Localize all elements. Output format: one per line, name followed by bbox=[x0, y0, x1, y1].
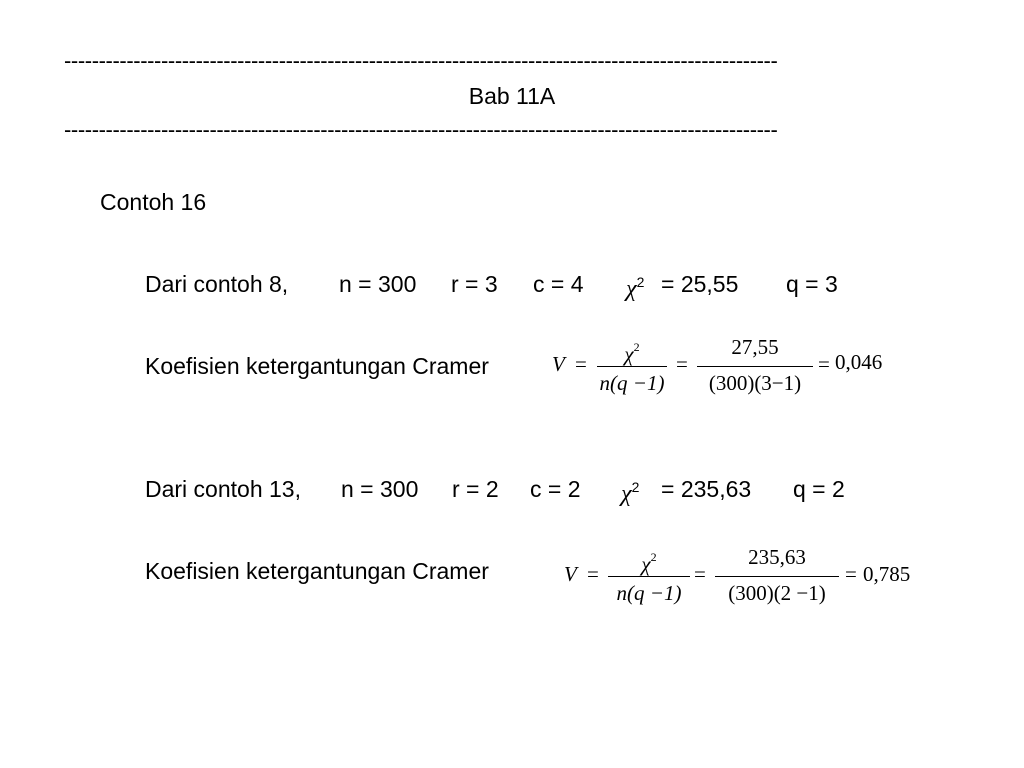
case1-r: r = 3 bbox=[451, 271, 498, 297]
chi-symbol: χ bbox=[626, 276, 637, 302]
formula-chi: χ bbox=[624, 342, 634, 366]
case1-label: Koefisien ketergantungan Cramer bbox=[145, 353, 489, 379]
formula-numerator: 235,63 bbox=[748, 545, 806, 569]
formula-lhs: V bbox=[564, 562, 577, 586]
case2-chi-square bbox=[621, 473, 639, 508]
formula-fraction-2 bbox=[715, 545, 839, 609]
case1-formula bbox=[548, 336, 908, 400]
case1-c: c = 4 bbox=[533, 271, 584, 297]
fraction-bar bbox=[608, 576, 690, 577]
header-rule-top: ------------------------------------------------------------------------------------------------------- bbox=[64, 48, 778, 73]
formula-denominator: n(q −1) bbox=[616, 581, 682, 605]
example-title: Contoh 16 bbox=[100, 189, 207, 215]
formula-equals: = bbox=[818, 352, 830, 376]
case1-chi-square bbox=[626, 268, 644, 303]
case2-formula bbox=[560, 545, 940, 609]
case1-q: q = 3 bbox=[786, 271, 838, 297]
header-rule-bottom: ------------------------------------------------------------------------------------------------------- bbox=[64, 117, 778, 142]
chi-power: 2 bbox=[636, 274, 645, 290]
formula-equals: = bbox=[694, 562, 706, 586]
page-title: Bab 11A bbox=[468, 83, 556, 109]
fraction-bar bbox=[597, 366, 667, 367]
case2-q: q = 2 bbox=[793, 476, 845, 502]
chi-symbol: χ bbox=[621, 481, 632, 507]
formula-denominator: (300)(3−1) bbox=[708, 371, 802, 395]
formula-numerator: 27,55 bbox=[731, 335, 779, 359]
formula-fraction-2 bbox=[697, 335, 813, 399]
fraction-bar bbox=[697, 366, 813, 367]
chi-power: 2 bbox=[631, 479, 640, 495]
formula-result: 0,046 bbox=[835, 350, 883, 374]
formula-denominator: (300)(2 −1) bbox=[728, 581, 826, 605]
case1-source: Dari contoh 8, bbox=[145, 271, 289, 297]
case1-n: n = 300 bbox=[339, 271, 417, 297]
formula-equals: = bbox=[575, 352, 587, 376]
formula-chi-power: 2 bbox=[633, 340, 640, 354]
case2-r: r = 2 bbox=[452, 476, 499, 502]
formula-lhs: V bbox=[552, 352, 565, 376]
case2-source: Dari contoh 13, bbox=[145, 476, 301, 502]
formula-denominator: n(q −1) bbox=[599, 371, 665, 395]
case2-label: Koefisien ketergantungan Cramer bbox=[145, 558, 489, 584]
formula-equals: = bbox=[845, 562, 857, 586]
case1-chi-value: = 25,55 bbox=[661, 271, 739, 297]
case1-params bbox=[0, 270, 1024, 300]
formula-chi: χ bbox=[641, 552, 651, 576]
case2-n: n = 300 bbox=[341, 476, 419, 502]
formula-equals: = bbox=[587, 562, 599, 586]
formula-chi-power: 2 bbox=[650, 550, 657, 564]
case2-chi-value: = 235,63 bbox=[661, 476, 752, 502]
formula-result: 0,785 bbox=[863, 562, 911, 586]
formula-equals: = bbox=[676, 352, 688, 376]
case2-params bbox=[0, 475, 1024, 505]
formula-fraction-1 bbox=[608, 545, 690, 609]
case2-c: c = 2 bbox=[530, 476, 581, 502]
formula-fraction-1 bbox=[597, 335, 667, 399]
fraction-bar bbox=[715, 576, 839, 577]
